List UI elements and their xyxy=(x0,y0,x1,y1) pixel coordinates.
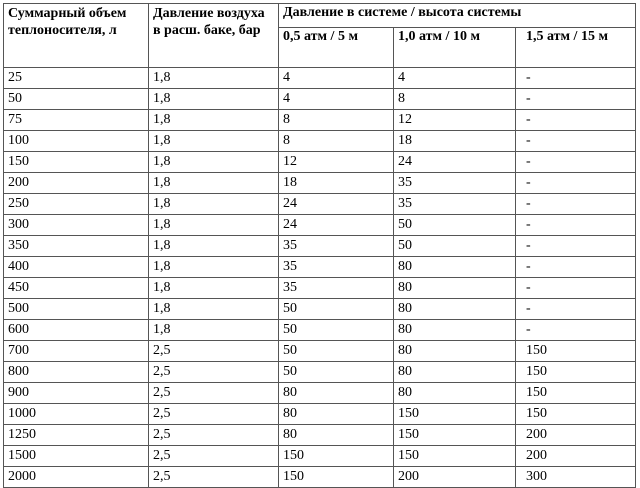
cell-volume: 1500 xyxy=(4,446,149,467)
cell-pressure-15: - xyxy=(516,257,636,278)
cell-air-pressure: 2,5 xyxy=(149,383,279,404)
table-row xyxy=(4,320,636,341)
cell-pressure-15: - xyxy=(516,194,636,215)
cell-pressure-10: 4 xyxy=(394,68,516,89)
cell-pressure-15: - xyxy=(516,110,636,131)
cell-pressure-05: 35 xyxy=(279,236,394,257)
cell-air-pressure: 1,8 xyxy=(149,257,279,278)
cell-pressure-15: 150 xyxy=(516,404,636,425)
table-body xyxy=(4,68,636,488)
cell-pressure-10: 80 xyxy=(394,299,516,320)
cell-volume: 400 xyxy=(4,257,149,278)
cell-pressure-05: 4 xyxy=(279,89,394,110)
cell-pressure-15: 200 xyxy=(516,425,636,446)
table-row xyxy=(4,215,636,236)
header-pressure-05: 0,5 атм / 5 м xyxy=(279,28,394,68)
header-system-pressure-group: Давление в системе / высота системы xyxy=(279,4,636,28)
table-row xyxy=(4,278,636,299)
table-row xyxy=(4,236,636,257)
table-row xyxy=(4,110,636,131)
table-row xyxy=(4,152,636,173)
cell-pressure-05: 50 xyxy=(279,362,394,383)
table-row xyxy=(4,383,636,404)
cell-air-pressure: 2,5 xyxy=(149,425,279,446)
cell-pressure-10: 8 xyxy=(394,89,516,110)
cell-pressure-05: 50 xyxy=(279,299,394,320)
table-row xyxy=(4,404,636,425)
cell-volume: 200 xyxy=(4,173,149,194)
cell-air-pressure: 1,8 xyxy=(149,152,279,173)
cell-pressure-15: - xyxy=(516,68,636,89)
cell-pressure-05: 150 xyxy=(279,446,394,467)
cell-volume: 100 xyxy=(4,131,149,152)
cell-volume: 50 xyxy=(4,89,149,110)
cell-air-pressure: 1,8 xyxy=(149,320,279,341)
cell-pressure-10: 80 xyxy=(394,341,516,362)
cell-pressure-10: 50 xyxy=(394,215,516,236)
cell-pressure-05: 8 xyxy=(279,110,394,131)
cell-pressure-10: 50 xyxy=(394,236,516,257)
cell-volume: 700 xyxy=(4,341,149,362)
cell-pressure-10: 80 xyxy=(394,257,516,278)
cell-pressure-10: 200 xyxy=(394,467,516,488)
table-row xyxy=(4,446,636,467)
table-row xyxy=(4,299,636,320)
cell-volume: 1000 xyxy=(4,404,149,425)
cell-pressure-10: 150 xyxy=(394,425,516,446)
cell-volume: 600 xyxy=(4,320,149,341)
cell-pressure-15: - xyxy=(516,131,636,152)
cell-air-pressure: 1,8 xyxy=(149,236,279,257)
cell-pressure-10: 24 xyxy=(394,152,516,173)
cell-pressure-05: 24 xyxy=(279,215,394,236)
cell-pressure-10: 80 xyxy=(394,320,516,341)
cell-volume: 250 xyxy=(4,194,149,215)
table-row xyxy=(4,68,636,89)
cell-air-pressure: 2,5 xyxy=(149,446,279,467)
cell-volume: 1250 xyxy=(4,425,149,446)
cell-pressure-05: 4 xyxy=(279,68,394,89)
header-pressure-10: 1,0 атм / 10 м xyxy=(394,28,516,68)
cell-pressure-05: 24 xyxy=(279,194,394,215)
cell-volume: 150 xyxy=(4,152,149,173)
cell-pressure-15: 300 xyxy=(516,467,636,488)
table-row xyxy=(4,173,636,194)
cell-pressure-05: 50 xyxy=(279,341,394,362)
table-row xyxy=(4,131,636,152)
cell-pressure-15: 150 xyxy=(516,383,636,404)
cell-pressure-10: 80 xyxy=(394,278,516,299)
cell-pressure-15: - xyxy=(516,278,636,299)
expansion-tank-table xyxy=(3,3,636,488)
cell-pressure-05: 80 xyxy=(279,425,394,446)
cell-pressure-10: 18 xyxy=(394,131,516,152)
cell-pressure-15: - xyxy=(516,152,636,173)
cell-air-pressure: 2,5 xyxy=(149,467,279,488)
cell-pressure-05: 50 xyxy=(279,320,394,341)
cell-air-pressure: 1,8 xyxy=(149,89,279,110)
table-row xyxy=(4,257,636,278)
cell-pressure-05: 12 xyxy=(279,152,394,173)
cell-volume: 450 xyxy=(4,278,149,299)
cell-air-pressure: 2,5 xyxy=(149,341,279,362)
cell-pressure-05: 35 xyxy=(279,257,394,278)
cell-pressure-15: - xyxy=(516,173,636,194)
header-pressure-15: 1,5 атм / 15 м xyxy=(516,28,636,68)
table-row xyxy=(4,362,636,383)
cell-volume: 25 xyxy=(4,68,149,89)
cell-pressure-15: - xyxy=(516,236,636,257)
cell-air-pressure: 1,8 xyxy=(149,299,279,320)
cell-volume: 300 xyxy=(4,215,149,236)
cell-pressure-15: - xyxy=(516,89,636,110)
cell-volume: 75 xyxy=(4,110,149,131)
cell-pressure-05: 80 xyxy=(279,404,394,425)
table-row xyxy=(4,341,636,362)
table-container xyxy=(3,3,636,488)
cell-pressure-15: - xyxy=(516,299,636,320)
cell-air-pressure: 1,8 xyxy=(149,110,279,131)
cell-pressure-10: 35 xyxy=(394,173,516,194)
cell-air-pressure: 1,8 xyxy=(149,215,279,236)
table-row xyxy=(4,467,636,488)
cell-air-pressure: 2,5 xyxy=(149,362,279,383)
cell-air-pressure: 1,8 xyxy=(149,278,279,299)
cell-pressure-15: - xyxy=(516,215,636,236)
cell-pressure-15: 200 xyxy=(516,446,636,467)
cell-pressure-10: 150 xyxy=(394,404,516,425)
cell-volume: 500 xyxy=(4,299,149,320)
cell-pressure-15: - xyxy=(516,320,636,341)
cell-pressure-05: 8 xyxy=(279,131,394,152)
cell-pressure-05: 18 xyxy=(279,173,394,194)
cell-pressure-10: 12 xyxy=(394,110,516,131)
cell-pressure-10: 80 xyxy=(394,362,516,383)
header-volume: Суммарный объем теплоносителя, л xyxy=(4,4,149,68)
cell-air-pressure: 1,8 xyxy=(149,194,279,215)
cell-pressure-15: 150 xyxy=(516,341,636,362)
cell-pressure-15: 150 xyxy=(516,362,636,383)
cell-pressure-10: 150 xyxy=(394,446,516,467)
cell-air-pressure: 1,8 xyxy=(149,131,279,152)
cell-air-pressure: 2,5 xyxy=(149,404,279,425)
table-row xyxy=(4,89,636,110)
cell-air-pressure: 1,8 xyxy=(149,173,279,194)
cell-volume: 900 xyxy=(4,383,149,404)
cell-pressure-05: 150 xyxy=(279,467,394,488)
cell-pressure-05: 35 xyxy=(279,278,394,299)
cell-pressure-05: 80 xyxy=(279,383,394,404)
cell-volume: 2000 xyxy=(4,467,149,488)
cell-air-pressure: 1,8 xyxy=(149,68,279,89)
table-row xyxy=(4,194,636,215)
cell-volume: 800 xyxy=(4,362,149,383)
header-air-pressure: Давление воздуха в расш. баке, бар xyxy=(149,4,279,68)
cell-pressure-10: 35 xyxy=(394,194,516,215)
cell-volume: 350 xyxy=(4,236,149,257)
cell-pressure-10: 80 xyxy=(394,383,516,404)
table-row xyxy=(4,425,636,446)
